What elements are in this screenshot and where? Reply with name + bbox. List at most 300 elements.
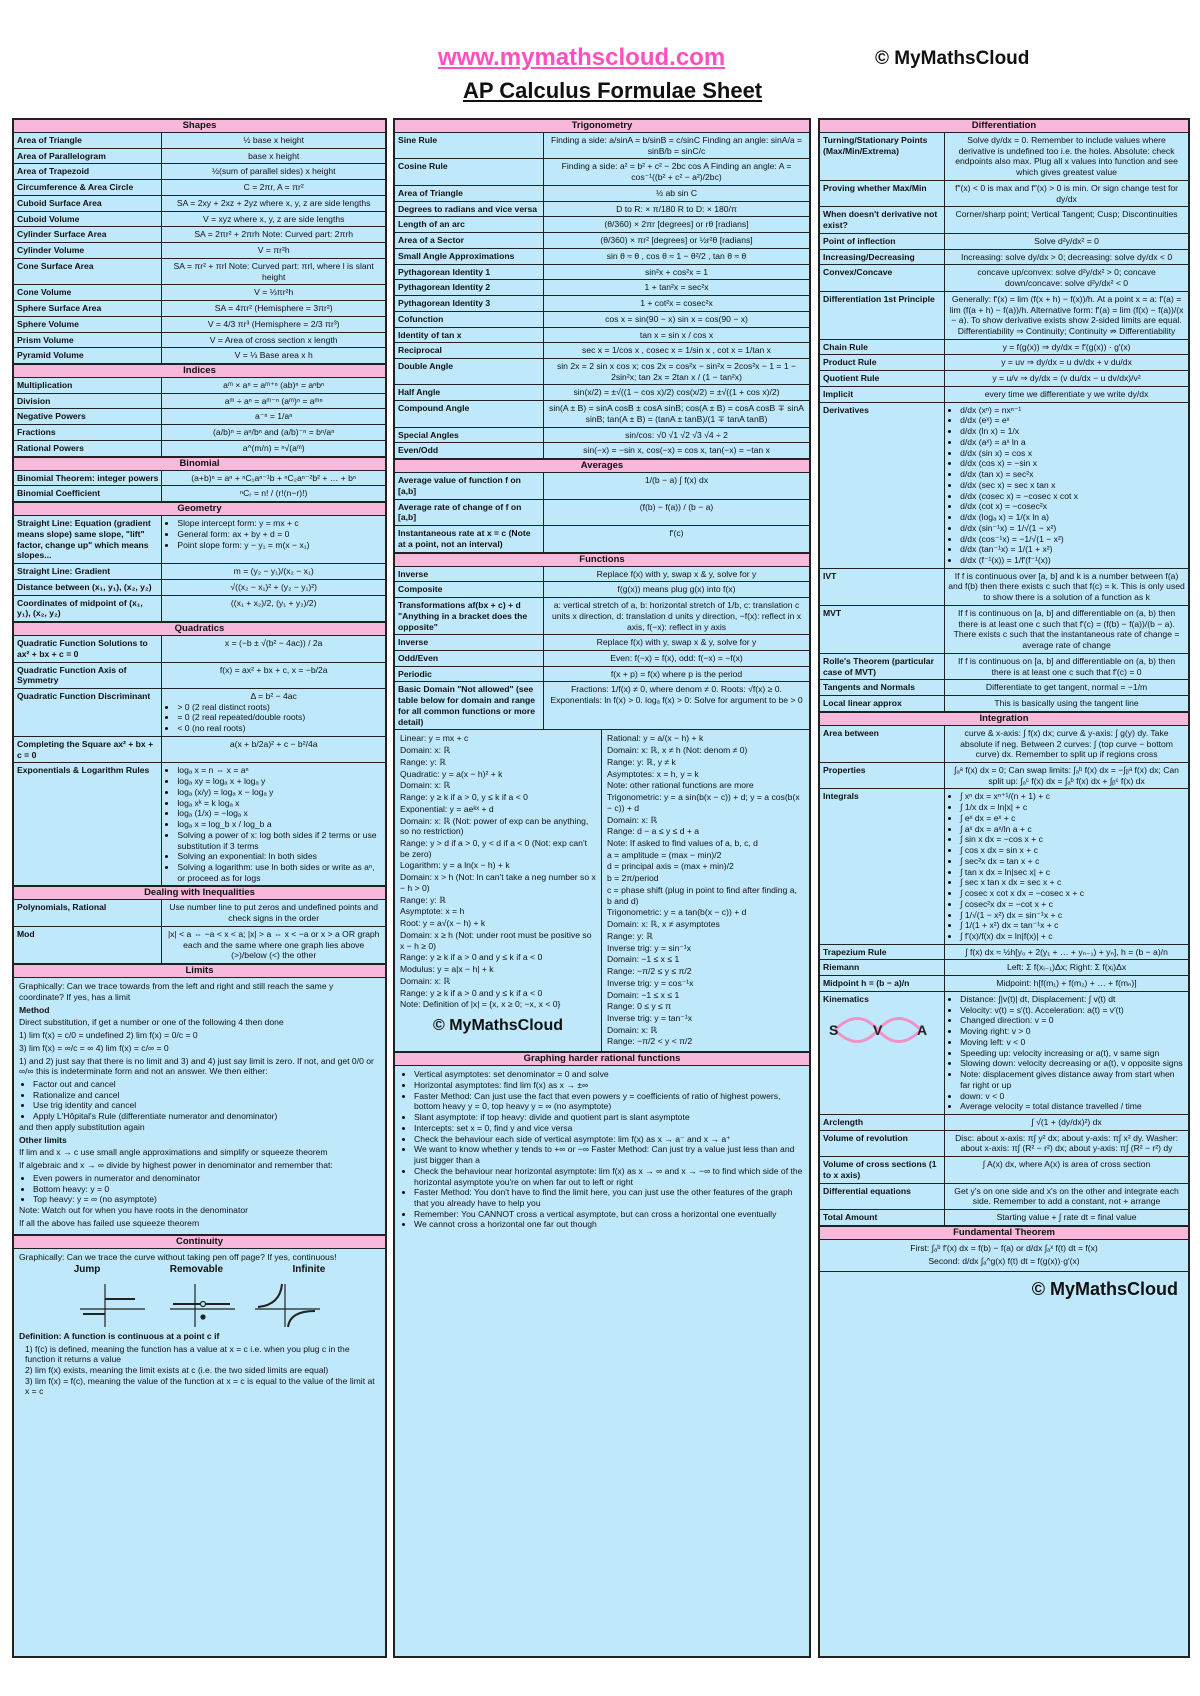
sheet-title: AP Calculus Formulae Sheet [463,78,763,103]
table-row [14,149,385,165]
row-value: √((x₂ − x₁)² + (y₂ − y₁)²) [230,581,318,592]
row-name: Prism Volume [14,333,162,348]
row-name: Binomial Coefficient [14,486,162,501]
row-name: Inverse [395,567,544,582]
row-name: Product Rule [820,355,945,370]
limits-intro: Graphically: Can we trace towards from the left and right and still reach the same y coordinate? If yes, has a limit [19,981,334,1002]
list-item: • Point slope form: y − y₁ = m(x − x₁) [177,540,382,551]
section-heading-indices: Indices [14,364,385,378]
table-row [820,387,1188,403]
row-value: Fractions: 1/f(x) ≠ 0, where denom ≠ 0. Roots: √f(x) ≥ 0. Exponentials: ln f(x) > 0. logₐ f(x) > 0: Solve for argument to be > 0 [550,684,803,706]
table-row [820,654,1188,680]
table-row [820,976,1188,992]
list-item: • d/dx (cos⁻¹x) = −1/√(1 − x²) [960,534,1185,545]
list-item: • Solving a logarithm: use ln both sides or write as aⁿ, or proceed as for logs [177,862,382,883]
table-row [820,960,1188,976]
list-item: Inverse trig: y = cos⁻¹x [607,977,694,988]
list-item: • Solving an exponential: ln both sides [177,851,382,862]
geometry-table [14,564,385,622]
row-name: Total Amount [820,1210,945,1225]
row-value: tan x = sin x / cos x [639,329,714,340]
averages-table [395,473,809,552]
table-row [395,249,809,265]
table-row [14,301,385,317]
row-name: Trapezium Rule [820,945,945,960]
row-name: When doesn't derivative not exist? [820,207,945,232]
list-item: • ∫ f′(x)/f(x) dx = ln|f(x)| + c [960,931,1185,942]
limits-indeterminate: 1) and 2) just say that there is no limit and 3) and 4) just say limit is zero. If not, and get 0/0 or ∞/∞ this is indeterminate form and not an answer. We then either: [19,1055,374,1077]
table-row [14,394,385,410]
row-name: Length of an arc [395,217,544,232]
table-row [395,343,809,359]
list-item: • Slope intercept form: y = mx + c [177,518,382,529]
list-item: • Moving left: v < 0 [960,1037,1185,1048]
list-item: Range: −π/2 < y < π/2 [607,1036,693,1047]
list-item: • ∫ 1/√(1 − x²) dx = sin⁻¹x + c [960,910,1185,921]
kinematics-row [820,992,1188,1115]
row-value: 1 + tan²x = sec²x [644,282,709,293]
list-item: • Even powers in numerator and denominator [33,1173,380,1184]
table-row [820,696,1188,712]
row-name: Area of Trapezoid [14,164,162,179]
indices-table [14,378,385,457]
list-item: • Top heavy: y = ∞ (no asymptote) [33,1194,380,1205]
row-value: a(x + b/2a)² + c − b²/4a [229,738,318,749]
list-item: Range: y: ℝ [400,894,446,905]
row-value: SA = πr² + πrl Note: Curved part: πrl, where l is slant height [173,260,374,282]
derivatives-row [820,403,1188,569]
list-item: Domain: x: ℝ, x ≠ asymptotes [607,919,720,930]
limits-method-intro: Direct substitution, if get a number or one of the following 4 then done [19,1017,284,1028]
list-item: • Factor out and cancel [33,1079,380,1090]
table-row [395,582,809,598]
list-item: • ∫ eˣ dx = eˣ + c [960,813,1185,824]
table-row [820,371,1188,387]
row-value: Disc: about x-axis: π∫ y² dx; about y-axis: π∫ x² dy. Washer: about x-axis: π∫ (R² − r²) dx; about y-axis: π∫ (R² − r²) dy [955,1132,1178,1154]
list-item: Domain: x: ℝ [607,1024,658,1035]
row-name: Degrees to radians and vice versa [395,202,544,217]
brand-mark-middle: © MyMathsCloud [432,1017,563,1034]
table-row [820,1210,1188,1226]
list-item: • Use trig identity and cancel [33,1100,380,1111]
list-item: Range: y ≥ k if a > 0 and y ≤ k if a < 0 [400,987,543,998]
list-item: 1) f(c) is defined, meaning the function has a value at x = c i.e. when you plug c in the function it returns a value [25,1343,350,1365]
table-row [14,471,385,487]
ftc-second: Second: d/dx ∫ₐ^g(x) f(t) dt = f(g(x))·g′(x) [928,1255,1080,1266]
row-value: Differentiate to get tangent, normal = −1/m [985,682,1148,693]
row-value: ½(sum of parallel sides) x height [211,166,336,177]
limits-cases-a: 1) lim f(x) = c/0 = undefined 2) lim f(x) = 0/c = 0 [19,1030,198,1041]
row-value: Replace f(x) with y, swap x & y, solve for y [596,568,757,579]
row-value: a^(m/n) = ⁿ√(aᵐ) [242,442,305,453]
list-item: • Horizontal asymptotes: find lim f(x) as x → ±∞ [414,1080,804,1091]
row-name: Midpoint h = (b − a)/n [820,976,945,991]
table-row [395,598,809,635]
table-row [14,596,385,622]
row-value: Solve dy/dx = 0. Remember to include values where derivative is undefined too i.e. the holes. Absolute: check endpoints also max. Plug all x values into function and see which gives greatest value [955,135,1178,178]
list-item: • ∫ aˣ dx = aˣ/ln a + c [960,824,1185,835]
table-row [14,580,385,596]
row-value: V = Area of cross section x length [209,334,338,345]
row-name: Odd/Even [395,651,544,666]
table-row [14,333,385,349]
integrals-row [820,789,1188,944]
list-item: • ∫ 1/x dx = ln|x| + c [960,802,1185,813]
table-row [14,636,385,662]
row-value: Replace f(x) with y, swap x & y, solve for y [596,637,757,648]
list-item: • logₐ x = n ⇔ x = aⁿ [177,765,382,776]
row-name: Turning/Stationary Points (Max/Min/Extrema) [820,133,945,180]
column-middle [393,118,811,1658]
row-value: SA = 2xy + 2xz + 2yz where x, y, z are side lengths [176,197,371,208]
row-value: f(g(x)) means plug g(x) into f(x) [617,584,736,595]
list-item: • d/dx (f⁻¹(x)) = 1/f′(f⁻¹(x)) [960,555,1185,566]
table-row [14,900,385,926]
section-heading-shapes: Shapes [14,120,385,133]
row-value: V = ⅓ Base area x h [234,350,313,361]
integ-table-2 [820,945,1188,992]
row-value [162,516,385,563]
list-item: Range: y: ℝ [400,756,446,767]
table-row [14,227,385,243]
row-value: f(x + p) = f(x) where p is the period [610,668,743,679]
row-value: ∫ A(x) dx, where A(x) is area of cross section [982,1159,1151,1170]
row-name: Pythagorean Identity 1 [395,265,544,280]
table-row [395,359,809,385]
ftc-block [820,1240,1188,1272]
site-url-link[interactable]: www.mymathscloud.com [438,44,726,71]
completing-square-row [14,737,385,763]
table-row [820,763,1188,789]
list-item: • ∫ cosec²x dx = −cot x + c [960,899,1185,910]
brand-mark-bottom: © MyMathsCloud [1031,1279,1178,1300]
row-name: Local linear approx [820,696,945,711]
row-name: Polynomials, Rational [14,900,162,925]
section-heading-geometry: Geometry [14,502,385,516]
row-name: Division [14,394,162,409]
table-row [395,296,809,312]
table-row [395,526,809,552]
row-value: Corner/sharp point; Vertical Tangent; Cusp; Discontinuities [955,209,1178,220]
row-value: ∫ f(x) dx ≈ ½h[y₀ + 2(y₁ + … + yₙ₋₁) + yₙ], h = (b − a)/n [965,946,1168,957]
column-left [12,118,387,1658]
row-name: Derivatives [820,403,945,568]
row-value: This is basically using the tangent line [994,698,1139,709]
table-row [395,428,809,444]
list-item: Inverse trig: y = tan⁻¹x [607,1013,693,1023]
list-item: Range: y: ℝ [607,930,653,941]
row-name: Cone Surface Area [14,259,162,284]
binomial-table [14,471,385,502]
row-value: f(x) = ax² + bx + c, x = −b/2a [219,664,328,675]
table-row [820,265,1188,291]
limits-method-label: Method [19,1004,50,1015]
list-item: Range: −π/2 ≤ y ≤ π/2 [607,966,692,977]
row-value: V = πr²h [257,245,290,256]
list-item: • d/dx (tan x) = sec²x [960,469,1185,480]
table-row [820,1131,1188,1157]
function-domains-grid [395,730,809,1052]
list-item: • Note: displacement gives distance away from start when far right or up [960,1069,1185,1090]
list-item: • > 0 (2 real distinct roots) [177,702,382,713]
list-item: • Speeding up: velocity increasing or a(t), v same sign [960,1048,1185,1059]
table-row [820,355,1188,371]
list-item: • Check the behaviour each side of vertical asymptote: lim f(x) as x → a⁻ and x → a⁺ [414,1134,804,1145]
table-row [395,385,809,401]
row-value: Generally: f′(x) = lim (f(x + h) − f(x))/h. At a point x = a: f′(a) = lim (f(a + h) − f(a))/h. Alternative form: f′(a) = lim (f(x) − f(a))/(x − a). To show derivative exists show 2-sided limits are equal. Differentiability ⇒ Continuity; Continuity ⇏ Differentiability [949,293,1184,337]
row-value: Finding a side: a/sinA = b/sinB = c/sinC Finding an angle: sinA/a = sinB/b = sinC/c [550,135,803,156]
row-name: Sphere Surface Area [14,301,162,316]
section-heading-differentiation: Differentiation [820,120,1188,133]
list-item: • Slant asymptote: if top heavy: divide and quotient part is slant asymptote [414,1112,804,1123]
row-value: sin 2x = 2 sin x cos x; cos 2x = cos²x − sin²x = 2cos²x − 1 = 1 − 2sin²x; tan 2x = 2tan x / (1 − tan²x) [556,361,797,382]
row-name: Sphere Volume [14,317,162,332]
list-item: • d/dx (sec x) = sec x tan x [960,480,1185,491]
row-value: D to R: × π/180 R to D: × 180/π [616,203,737,214]
list-item: b = 2π/period [607,873,659,884]
row-name: Half Angle [395,385,544,400]
row-value: (a/b)ⁿ = aⁿ/bⁿ and (a/b)⁻ⁿ = bⁿ/aⁿ [213,427,335,438]
list-item: a = amplitude = (max − min)/2 [607,849,722,860]
list-item: c = phase shift (plug in point to find after finding a, b and d) [607,884,797,906]
table-row [820,569,1188,606]
row-value: ⁿCᵣ = n! / (r!(n−r)!) [240,488,308,499]
list-item: Asymptotes: x = h, y = k [607,768,699,779]
list-item: • We cannot cross a horizontal one far out though [414,1219,804,1230]
row-value: (θ/360) × πr² [degrees] or ½r²θ [radians] [600,235,753,246]
row-name: Small Angle Approximations [395,249,544,264]
row-name: Straight Line: Gradient [14,564,162,579]
row-name: Identity of tan x [395,328,544,343]
table-row [14,663,385,689]
table-row [395,202,809,218]
list-item: Domain: x: ℝ (Not: power of exp can be anything, so no restriction) [400,815,589,837]
table-row [14,259,385,285]
row-value: If f is continuous on [a, b] and differentiable on (a, b) then there is at least one c such that f′(c) = (f(b) − f(a))/(b − a). There exists c such that the instantaneous rate of change = average rate of change [953,607,1180,651]
row-name: Instantaneous rate at x = c (Note at a point, not an interval) [395,526,544,551]
row-value: |x| < a ⇔ −a < x < a; |x| > a ⇔ x < −a or x > a OR graph each and the same where one graph lies above (>)/below (<) the other [167,928,380,961]
label-jump: Jump [73,1264,101,1276]
list-item: Linear: y = mx + c [400,733,469,744]
section-heading-limits: Limits [14,964,385,978]
row-value: ½ base x height [243,135,305,145]
table-row [14,486,385,502]
list-item: • d/dx (aˣ) = aˣ ln a [960,437,1185,448]
table-row [395,159,809,185]
table-row [395,265,809,281]
row-value: V = xyz where x, y, z are side lengths [202,213,345,224]
row-name: Coordinates of midpoint of (x₁, y₁), (x₂, y₂) [14,596,162,621]
row-value: (f(b) − f(a)) / (b − a) [639,501,714,512]
table-row [820,680,1188,696]
row-value: sin(−x) = −sin x, cos(−x) = cos x, tan(−x) = −tan x [583,445,770,456]
row-name: Area of Parallelogram [14,149,162,164]
row-name: Average rate of change of f on [a,b] [395,500,544,525]
list-item: Domain: x ≥ h (Not: under root must be positive so x − h ≥ 0) [400,929,592,951]
label-removable: Removable [169,1264,224,1276]
list-item: • d/dx (ln x) = 1/x [960,426,1185,437]
row-name: Special Angles [395,428,544,443]
table-row [14,441,385,457]
row-name: Implicit [820,387,945,402]
sva-a: A [917,1021,928,1038]
integ-table [820,726,1188,790]
row-value: Left: Σ f(xᵢ₋₁)Δx; Right: Σ f(xᵢ)Δx [1006,962,1127,973]
list-item: • Changed direction: v = 0 [960,1015,1185,1026]
list-item: • d/dx (cosec x) = −cosec x cot x [960,491,1185,502]
list-item: Note: other rational functions are more [607,780,754,791]
function-domains-right [602,730,809,1051]
row-value: (θ/360) × 2πr [degrees] or rθ [radians] [604,219,749,230]
row-name: Composite [395,582,544,597]
inequalities-table [14,900,385,964]
list-item: • ∫ tan x dx = ln|sec x| + c [960,867,1185,878]
list-item: • d/dx (cos x) = −sin x [960,458,1185,469]
list-item: • logₐ x = log_b x / log_b a [177,819,382,830]
row-name: Fractions [14,425,162,440]
row-name: Exponentials & Logarithm Rules [14,763,162,885]
table-row [395,217,809,233]
row-name: Mod [14,927,162,963]
sva-diagram [823,1005,933,1055]
list-item: Domain: x: ℝ [400,975,451,986]
limits-other-d: If algebraic and x → ∞ divide by highest power in denominator and remember that: [19,1160,333,1171]
row-name: Quotient Rule [820,371,945,386]
row-value: sin θ ≈ θ , cos θ ≈ 1 − θ²/2 , tan θ ≈ θ [606,250,747,261]
discriminant-row [14,689,385,737]
row-name: Cosine Rule [395,159,544,184]
row-value: aᵐ ÷ aⁿ = aᵐ⁻ⁿ (aᵐ)ⁿ = aᵐⁿ [224,395,323,406]
row-value: a: vertical stretch of a, b: horizontal stretch of 1/b, c: translation c units x direction, d: translation d units y direction, −f(x): reflect in x axis, f(−x): reflect in y axis [551,600,802,632]
row-name: Circumference & Area Circle [14,180,162,195]
sva-v: V [873,1021,883,1038]
row-value: ((x₁ + x₂)/2, (y₁ + y₂)/2) [230,597,317,608]
table-row [14,317,385,333]
list-item: Range: y: ℝ, y ≠ k [607,756,676,767]
row-value: SA = 2πr² + 2πrh Note: Curved part: 2πrh [194,229,354,240]
list-item: Exponential: y = aeᵏˣ + d [400,803,494,814]
limits-other-b: Other limits [19,1134,67,1145]
row-value: ½ ab sin C [655,187,698,198]
discontinuity-graphs [75,1279,325,1329]
list-item: • Slowing down: velocity decreasing or a(t), v opposite signs [960,1058,1185,1069]
shapes-table [14,133,385,364]
list-item: 2) lim f(x) exists, meaning the limit exists at c (i.e. the two sided limits are equal) [25,1364,329,1375]
list-item: • d/dx (sin x) = cos x [960,448,1185,459]
section-heading-averages: Averages [395,459,809,473]
list-item: Domain: x: ℝ [400,745,451,756]
list-item: Domain: x: ℝ, x ≠ h (Not: denom ≠ 0) [607,745,748,756]
table-row [820,250,1188,266]
list-item: • d/dx (tan⁻¹x) = 1/(1 + x²) [960,544,1185,555]
row-name: Pythagorean Identity 2 [395,280,544,295]
row-name: Volume of revolution [820,1131,945,1156]
list-item: Inverse trig: y = sin⁻¹x [607,942,692,953]
row-value: V = ⅓πr²h [254,287,294,298]
row-value: Solve d²y/dx² = 0 [1034,235,1099,246]
list-item: • logₐ (x/y) = logₐ x − logₐ y [177,787,382,798]
functions-table [395,567,809,731]
list-item: • ∫ cos x dx = sin x + c [960,845,1185,856]
row-value: SA = 4πr² (Hemisphere = 3πr²) [214,303,333,314]
row-name: Quadratic Function Solutions to ax² + bx + c = 0 [14,636,162,661]
row-name: Sine Rule [395,133,544,158]
quadratics-table [14,636,385,689]
table-row [820,606,1188,654]
row-value: Use number line to put zeros and undefined points and check signs in the order [169,902,379,924]
table-row [14,212,385,228]
row-name: Differentiation 1st Principle [820,292,945,339]
list-item: • Bottom heavy: y = 0 [33,1184,380,1195]
row-name: Transformations af(bx + c) + d "Anything in a bracket does the opposite" [395,598,544,634]
label-infinite: Infinite [292,1264,326,1276]
table-row [395,133,809,159]
list-item: Domain: x: ℝ [400,780,451,791]
discriminant-formula: Δ = b² − 4ac [250,690,297,701]
row-value: If f is continuous over [a, b] and k is a number between f(a) and f(b) then there exists c such that f(c) = k. This is only used to show there is a solution of a function as k [948,570,1185,603]
jump-graph [80,1284,145,1327]
exp-log-row [14,763,385,886]
row-name: Multiplication [14,378,162,393]
row-value: every time we differentiate y we write dy/dx [984,388,1149,399]
row-name: Cone Volume [14,285,162,300]
list-item: • d/dx (logₐ x) = 1/(x ln a) [960,512,1185,523]
table-row [395,500,809,526]
row-value: concave up/convex: solve d²y/dx² > 0; concave down/concave: solve d²y/dx² < 0 [977,267,1156,289]
table-row [395,401,809,427]
list-item: Root: y = a√(x − h) + k [400,918,486,929]
list-item: Trigonometric: y = a tan(b(x − c)) + d [607,907,747,918]
table-row [14,348,385,364]
limits-cases-b: 3) lim f(x) = ∞/c = ∞ 4) lim f(x) = c/∞ = 0 [19,1042,169,1053]
limits-note-a: Note: Watch out for when you have roots in the denominator [19,1205,248,1216]
row-value: f′(c) [669,528,684,539]
limits-other-a: and then apply substitution again [19,1121,145,1132]
row-name: Riemann [820,960,945,975]
table-row [395,443,809,459]
row-value: 1/(b − a) ∫ f(x) dx [644,475,709,486]
section-heading-fundamental: Fundamental Theorem [820,1226,1188,1240]
list-item: • logₐ xy = logₐ x + logₐ y [177,776,382,787]
row-name: Volume of cross sections (1 to x axis) [820,1157,945,1182]
list-item: • ∫ sin x dx = −cos x + c [960,834,1185,845]
list-item: • ∫ cosec x cot x dx = −cosec x + c [960,888,1185,899]
table-row [14,196,385,212]
table-row [395,233,809,249]
list-item: • We want to know whether y tends to +∞ or −∞ Faster Method: Can just try a value just less than and just bigger than a [414,1144,804,1165]
integ-table-3 [820,1115,1188,1226]
list-item: Quadratic: y = a(x − h)² + k [400,768,503,779]
row-name: Area of Triangle [14,133,162,148]
table-row [14,133,385,149]
list-item: Domain: x: ℝ [607,814,658,825]
row-name: MVT [820,606,945,653]
table-row [395,635,809,651]
list-item: Range: y ≥ k if a > 0, y ≤ k if a < 0 [400,792,528,803]
row-value: m = (y₂ − y₁)/(x₂ − x₁) [233,566,314,577]
list-item: Domain: −1 ≤ x ≤ 1 [607,989,680,1000]
row-value: (a+b)ⁿ = aⁿ + ⁿC₁aⁿ⁻¹b + ⁿC₂aⁿ⁻²b² + … + bⁿ [191,472,357,483]
list-item: Domain: −1 ≤ x ≤ 1 [607,954,680,965]
row-value: ∫ √(1 + (dy/dx)²) dx [1031,1117,1102,1128]
row-value: y = u/v ⇒ dy/dx = (v du/dx − u dv/dx)/v² [992,373,1141,384]
row-value: x = (−b ± √(b² − 4ac)) / 2a [224,638,323,649]
row-value [162,763,385,885]
row-value: 1 + cot²x = cosec²x [640,298,713,309]
list-item: • < 0 (no real roots) [177,723,382,734]
row-value [945,403,1188,568]
row-name: Proving whether Max/Min [820,181,945,206]
